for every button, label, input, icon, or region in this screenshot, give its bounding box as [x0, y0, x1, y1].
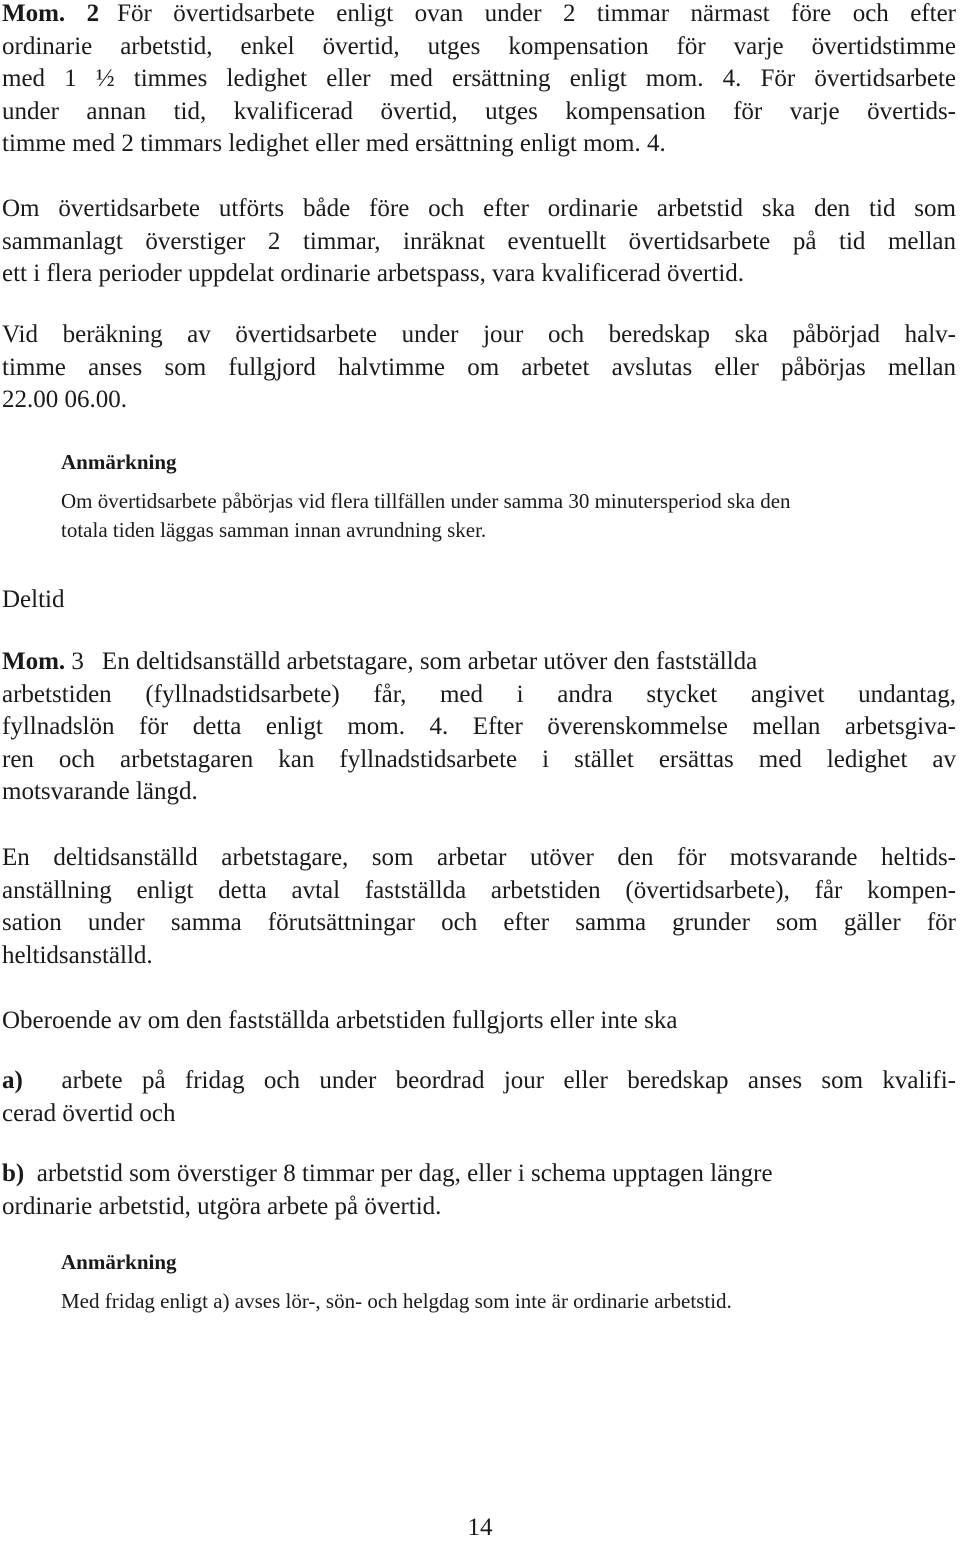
page-number: 14: [467, 1514, 493, 1541]
mom2-line-2: ordinarie arbetstid, enkel övertid, utges kompensation för varje övertidstimme: [2, 32, 956, 60]
section-heading-deltid: Deltid: [2, 586, 65, 613]
mom2-line-5: timme med 2 timmars ledighet eller med ersättning enligt mom. 4.: [2, 130, 666, 157]
mom3-line-3: fyllnadslön för detta enligt mom. 4. Efter överenskommelse mellan arbetsgiva-: [2, 713, 956, 740]
paragraph-oberoende: [2, 1005, 956, 1038]
paragraph-line: 22.00 06.00.: [2, 386, 127, 413]
paragraph-line: Oberoende av om den fastställda arbetstiden fullgjorts eller inte ska: [2, 1007, 678, 1034]
list-item-b-line-1: b) arbetstid som överstiger 8 timmar per dag, eller i schema upptagen längre: [2, 1160, 773, 1187]
paragraph-line: sation under samma förutsättningar och efter samma grunder som gäller för: [2, 909, 956, 936]
mom2-paragraph: [2, 0, 956, 161]
note-2-heading: Anmärkning: [61, 1250, 177, 1274]
paragraph-heltid: [2, 842, 956, 972]
paragraph-line: Vid beräkning av övertidsarbete under jour och beredskap ska påbörjad halv-: [2, 321, 956, 348]
mom2-line-3: med 1 ½ timmes ledighet eller med ersättning enligt mom. 4. För övertidsarbete: [2, 65, 956, 92]
paragraph-line: Om övertidsarbete utförts både före och efter ordinarie arbetstid ska den tid som: [2, 195, 956, 222]
list-item-b: [2, 1158, 956, 1223]
mom3-line-4: ren och arbetstagaren kan fyllnadstidsarbete i stället ersättas med ledighet av: [2, 745, 956, 773]
mom3-line-5: motsvarande längd.: [2, 778, 198, 805]
mom3-paragraph: [2, 646, 956, 809]
paragraph-fore-efter: [2, 193, 956, 291]
paragraph-line: heltidsanställd.: [2, 941, 153, 969]
paragraph-jour: [2, 319, 956, 417]
paragraph-line: En deltidsanställd arbetstagare, som arbetar utöver den för motsvarande heltids-: [2, 844, 956, 871]
note-2-body: [61, 1287, 732, 1316]
list-item-a-line-2: cerad övertid och: [2, 1099, 176, 1127]
note-2-line: Med fridag enligt a) avses lör-, sön- och helgdag som inte är ordinarie arbetstid.: [61, 1289, 732, 1313]
note-1-line: Om övertidsarbete påbörjas vid flera tillfällen under samma 30 minutersperiod ska den: [61, 489, 791, 513]
note-1-line: totala tiden läggas samman innan avrundning sker.: [61, 518, 487, 542]
list-item-b-line-2: ordinarie arbetstid, utgöra arbete på övertid.: [2, 1192, 442, 1220]
paragraph-line: sammanlagt överstiger 2 timmar, inräknat eventuellt övertidsarbete på tid mellan: [2, 227, 956, 255]
list-marker-b: b): [2, 1160, 25, 1187]
paragraph-line: timme anses som fullgjord halvtimme om arbetet avslutas eller påbörjas mellan: [2, 353, 956, 381]
mom2-line-1: Mom. 2 För övertidsarbete enligt ovan under 2 timmar närmast före och efter: [2, 0, 956, 27]
paragraph-line: ett i flera perioder uppdelat ordinarie arbetspass, vara kvalificerad övertid.: [2, 260, 745, 287]
mom3-number: 3: [71, 648, 84, 675]
mom2-line-4: under annan tid, kvalificerad övertid, utges kompensation för varje övertids-: [2, 97, 956, 125]
list-item-a: [2, 1065, 956, 1130]
note-2: [61, 1250, 732, 1316]
list-item-a-line-1: a) arbete på fridag och under beordrad jour eller beredskap anses som kvalifi-: [2, 1067, 957, 1094]
mom2-label: Mom. 2: [2, 0, 100, 27]
note-1-heading: Anmärkning: [61, 450, 177, 474]
list-marker-a: a): [2, 1067, 23, 1094]
note-1-body: [61, 487, 791, 545]
mom3-label: Mom.: [2, 648, 66, 675]
note-1: [61, 450, 791, 545]
mom3-line-1: Mom. 3 En deltidsanställd arbetstagare, som arbetar utöver den fastställda: [2, 648, 758, 675]
paragraph-line: anställning enligt detta avtal fastställda arbetstiden (övertidsarbete), får kompen-: [2, 876, 956, 904]
mom3-line-2: arbetstiden (fyllnadstidsarbete) får, med i andra stycket angivet undantag,: [2, 680, 956, 708]
